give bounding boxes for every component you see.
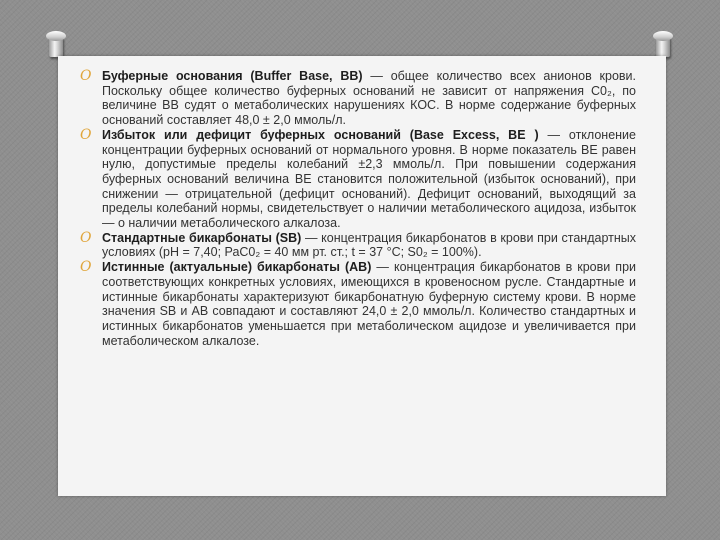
- bullet-list: [80, 69, 636, 348]
- term-description: — концентрация бикарбонатов в крови при стандартных условиях (рН = 7,40; РаС0₂ = 40 мм рт. ст.; t = 37 °С; S0₂ = 100%).: [102, 230, 636, 260]
- term-title: Буферные основания (Buffer Base, BB): [102, 69, 363, 83]
- list-item-buffer-base: [80, 69, 636, 128]
- term-title: Стандартные бикарбонаты (SB): [102, 230, 302, 245]
- bullet-icon: O: [80, 126, 92, 143]
- bullet-icon: O: [80, 68, 92, 84]
- pushpin-icon: [656, 35, 670, 57]
- pushpin-icon: [49, 35, 63, 57]
- term-description: — отклонение концентрации буферных оснований от нормального уровня. В норме показатель ВЕ равен нулю, допустимые пределы колебаний ±2,3 ммоль/л. При повышении содержания буферных оснований величина ВЕ становится положительной (избыток оснований), при снижении — отрицательной (дефицит оснований). Дефицит оснований, выходящий за пределы колебаний нормы, свидетельствует о наличии метаболического ацидоза, избыток — о наличии метаболического алкалоза.: [102, 127, 636, 231]
- term-title: Избыток или дефицит буферных оснований (Base Excess, BE ): [102, 127, 539, 142]
- term-title: Истинные (актуальные) бикарбонаты (АВ): [102, 260, 372, 275]
- list-item-standard-bicarbonate: [80, 231, 636, 260]
- term-description: — общее количество всех анионов крови. Поскольку общее количество буферных оснований не зависит от напряжения С0₂, по величине ВВ судят о метаболических нарушениях КОС. В норме содержание буферных оснований составляет 48,0 ± 2,0 ммоль/л.: [102, 69, 636, 128]
- term-description: — концентрация бикарбонатов в крови при соответствующих конкретных условиях, имеющихся в кровеносном русле. Стандартные и истинные бикарбонаты характеризуют бикарбонатную буферную систему крови. В норме значения SB и АВ совпадают и составляют 24,0 ± 2,0 ммоль/л. Количество стандартных и истинных бикарбонатов уменьшается при метаболическом ацидозе и увеличивается при метаболическом алкалозе.: [102, 260, 636, 348]
- bullet-icon: O: [80, 259, 92, 276]
- list-item-actual-bicarbonate: [80, 260, 636, 348]
- bullet-icon: O: [80, 229, 92, 246]
- list-item-base-excess: [80, 128, 636, 231]
